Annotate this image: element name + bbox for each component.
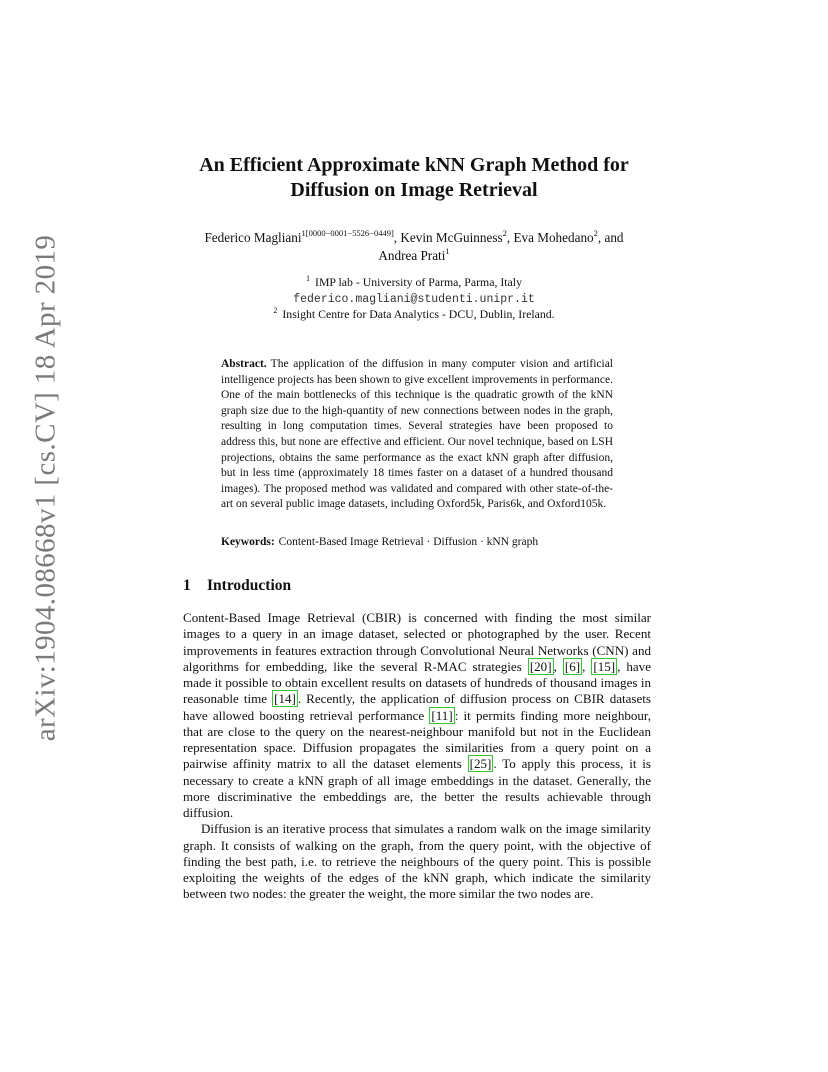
author-separator: , and: [597, 230, 624, 245]
title-line-1: An Efficient Approximate kNN Graph Method for: [199, 154, 629, 176]
paragraph-text: , have made it possible to obtain excellent results on datasets of hundreds of thousand images in reasonable time: [183, 658, 651, 707]
affiliation-mark: 2: [273, 306, 278, 315]
email-address: federico.magliani@studenti.unipr.it: [293, 292, 535, 306]
section-body: [183, 610, 651, 903]
author-affiliation-mark: 2: [593, 228, 598, 238]
paragraph-text: . To apply this process, it is necessary to create a kNN graph of all image embeddings in the dataset. Generally, the more discriminative the embeddings are, the better the results achievable through diffusion.: [183, 756, 651, 820]
author-affiliation-mark: 1: [445, 246, 450, 256]
affiliation-1: [150, 275, 678, 291]
author-list: [170, 229, 658, 265]
affiliation-text: IMP lab - University of Parma, Parma, Italy: [315, 275, 522, 289]
section-title: Introduction: [207, 577, 292, 594]
author-name: Andrea Prati: [378, 248, 446, 263]
paragraph: Diffusion is an iterative process that simulates a random walk on the image similarity graph. It consists of walking on the graph, from the query point, with the objective of finding the best path, i.e. to retrieve the neighbours of the query point. This is possible exploiting the weights of the edges of the kNN graph, which indicate the similarity between two nodes: the greater the weight, the more similar the two nodes are.: [183, 821, 651, 902]
citation-link[interactable]: [15]: [593, 658, 616, 674]
affiliations: [150, 275, 678, 323]
keywords-text: Content-Based Image Retrieval · Diffusion · kNN graph: [278, 536, 539, 548]
keywords-label: Keywords:: [221, 536, 275, 548]
arxiv-identifier: arXiv:1904.08668v1 [cs.CV] 18 Apr 2019: [29, 234, 62, 742]
abstract-label: Abstract.: [221, 358, 267, 370]
paragraph-text: ,: [553, 658, 563, 674]
author-affiliation-mark: 1[0000−0001−5526−0449]: [301, 228, 394, 238]
abstract-text: The application of the diffusion in many computer vision and artificial intelligence projects has been shown to give excellent improvements in performance. One of the main bottlenecks of this technique is the quadratic growth of the kNN graph size due to the high-quantity of new connections between nodes in the graph, resulting in long computation times. Several strategies have been proposed to address this, but none are effective and efficient. Our novel technique, based on LSH projections, obtains the same performance as the exact kNN graph after diffusion, but in less time (approximately 18 times faster on a dataset of a hundred thousand images). The proposed method was validated and compared with other state-of-the-art on several public image datasets, including Oxford5k, Paris6k, and Oxford105k.: [221, 358, 613, 511]
paragraph-text: Content-Based Image Retrieval (CBIR) is concerned with finding the most similar images to a query in an image dataset, selected or photographed by the user. Recent improvements in features extraction through Convolutional Neural Networks (CNN) and algorithms for embedding, like the several R-MAC strategies: [183, 610, 651, 674]
section-number: 1: [183, 577, 191, 594]
paragraph-text: ,: [582, 658, 592, 674]
affiliation-text: Insight Centre for Data Analytics - DCU, Dublin, Ireland.: [282, 307, 555, 321]
citation-link[interactable]: [20]: [529, 658, 552, 674]
author-name: Eva Mohedano: [513, 230, 594, 245]
title-line-2: Diffusion on Image Retrieval: [290, 179, 538, 201]
author-separator: ,: [393, 230, 401, 245]
keywords: [221, 535, 613, 551]
citation-link[interactable]: [6]: [564, 658, 581, 674]
citation-link[interactable]: [25]: [469, 756, 492, 772]
author-name: Federico Magliani: [204, 230, 302, 245]
citation-link[interactable]: [11]: [431, 707, 453, 723]
paragraph-text: : it permits finding more neighbour, that are close to the query on the nearest-neighbour manifold but not in the Euclidean representation space. Diffusion propagates the similarities from a query point on a pairwise affinity matrix to all the dataset elements: [183, 707, 652, 772]
paper-title: [150, 153, 678, 203]
affiliation-mark: 1: [306, 274, 311, 283]
author-affiliation-mark: 2: [502, 228, 507, 238]
paragraph: [183, 610, 651, 821]
author-separator: ,: [506, 230, 514, 245]
abstract: [221, 357, 613, 513]
citation-link[interactable]: [14]: [274, 691, 296, 707]
section-heading: [183, 576, 291, 596]
contact-email: [150, 291, 678, 308]
paragraph-text: . Recently, the application of diffusion process on CBIR datasets have allowed boosting retrieval performance: [183, 691, 651, 723]
affiliation-2: [150, 307, 678, 323]
author-name: Kevin McGuinness: [400, 230, 503, 245]
